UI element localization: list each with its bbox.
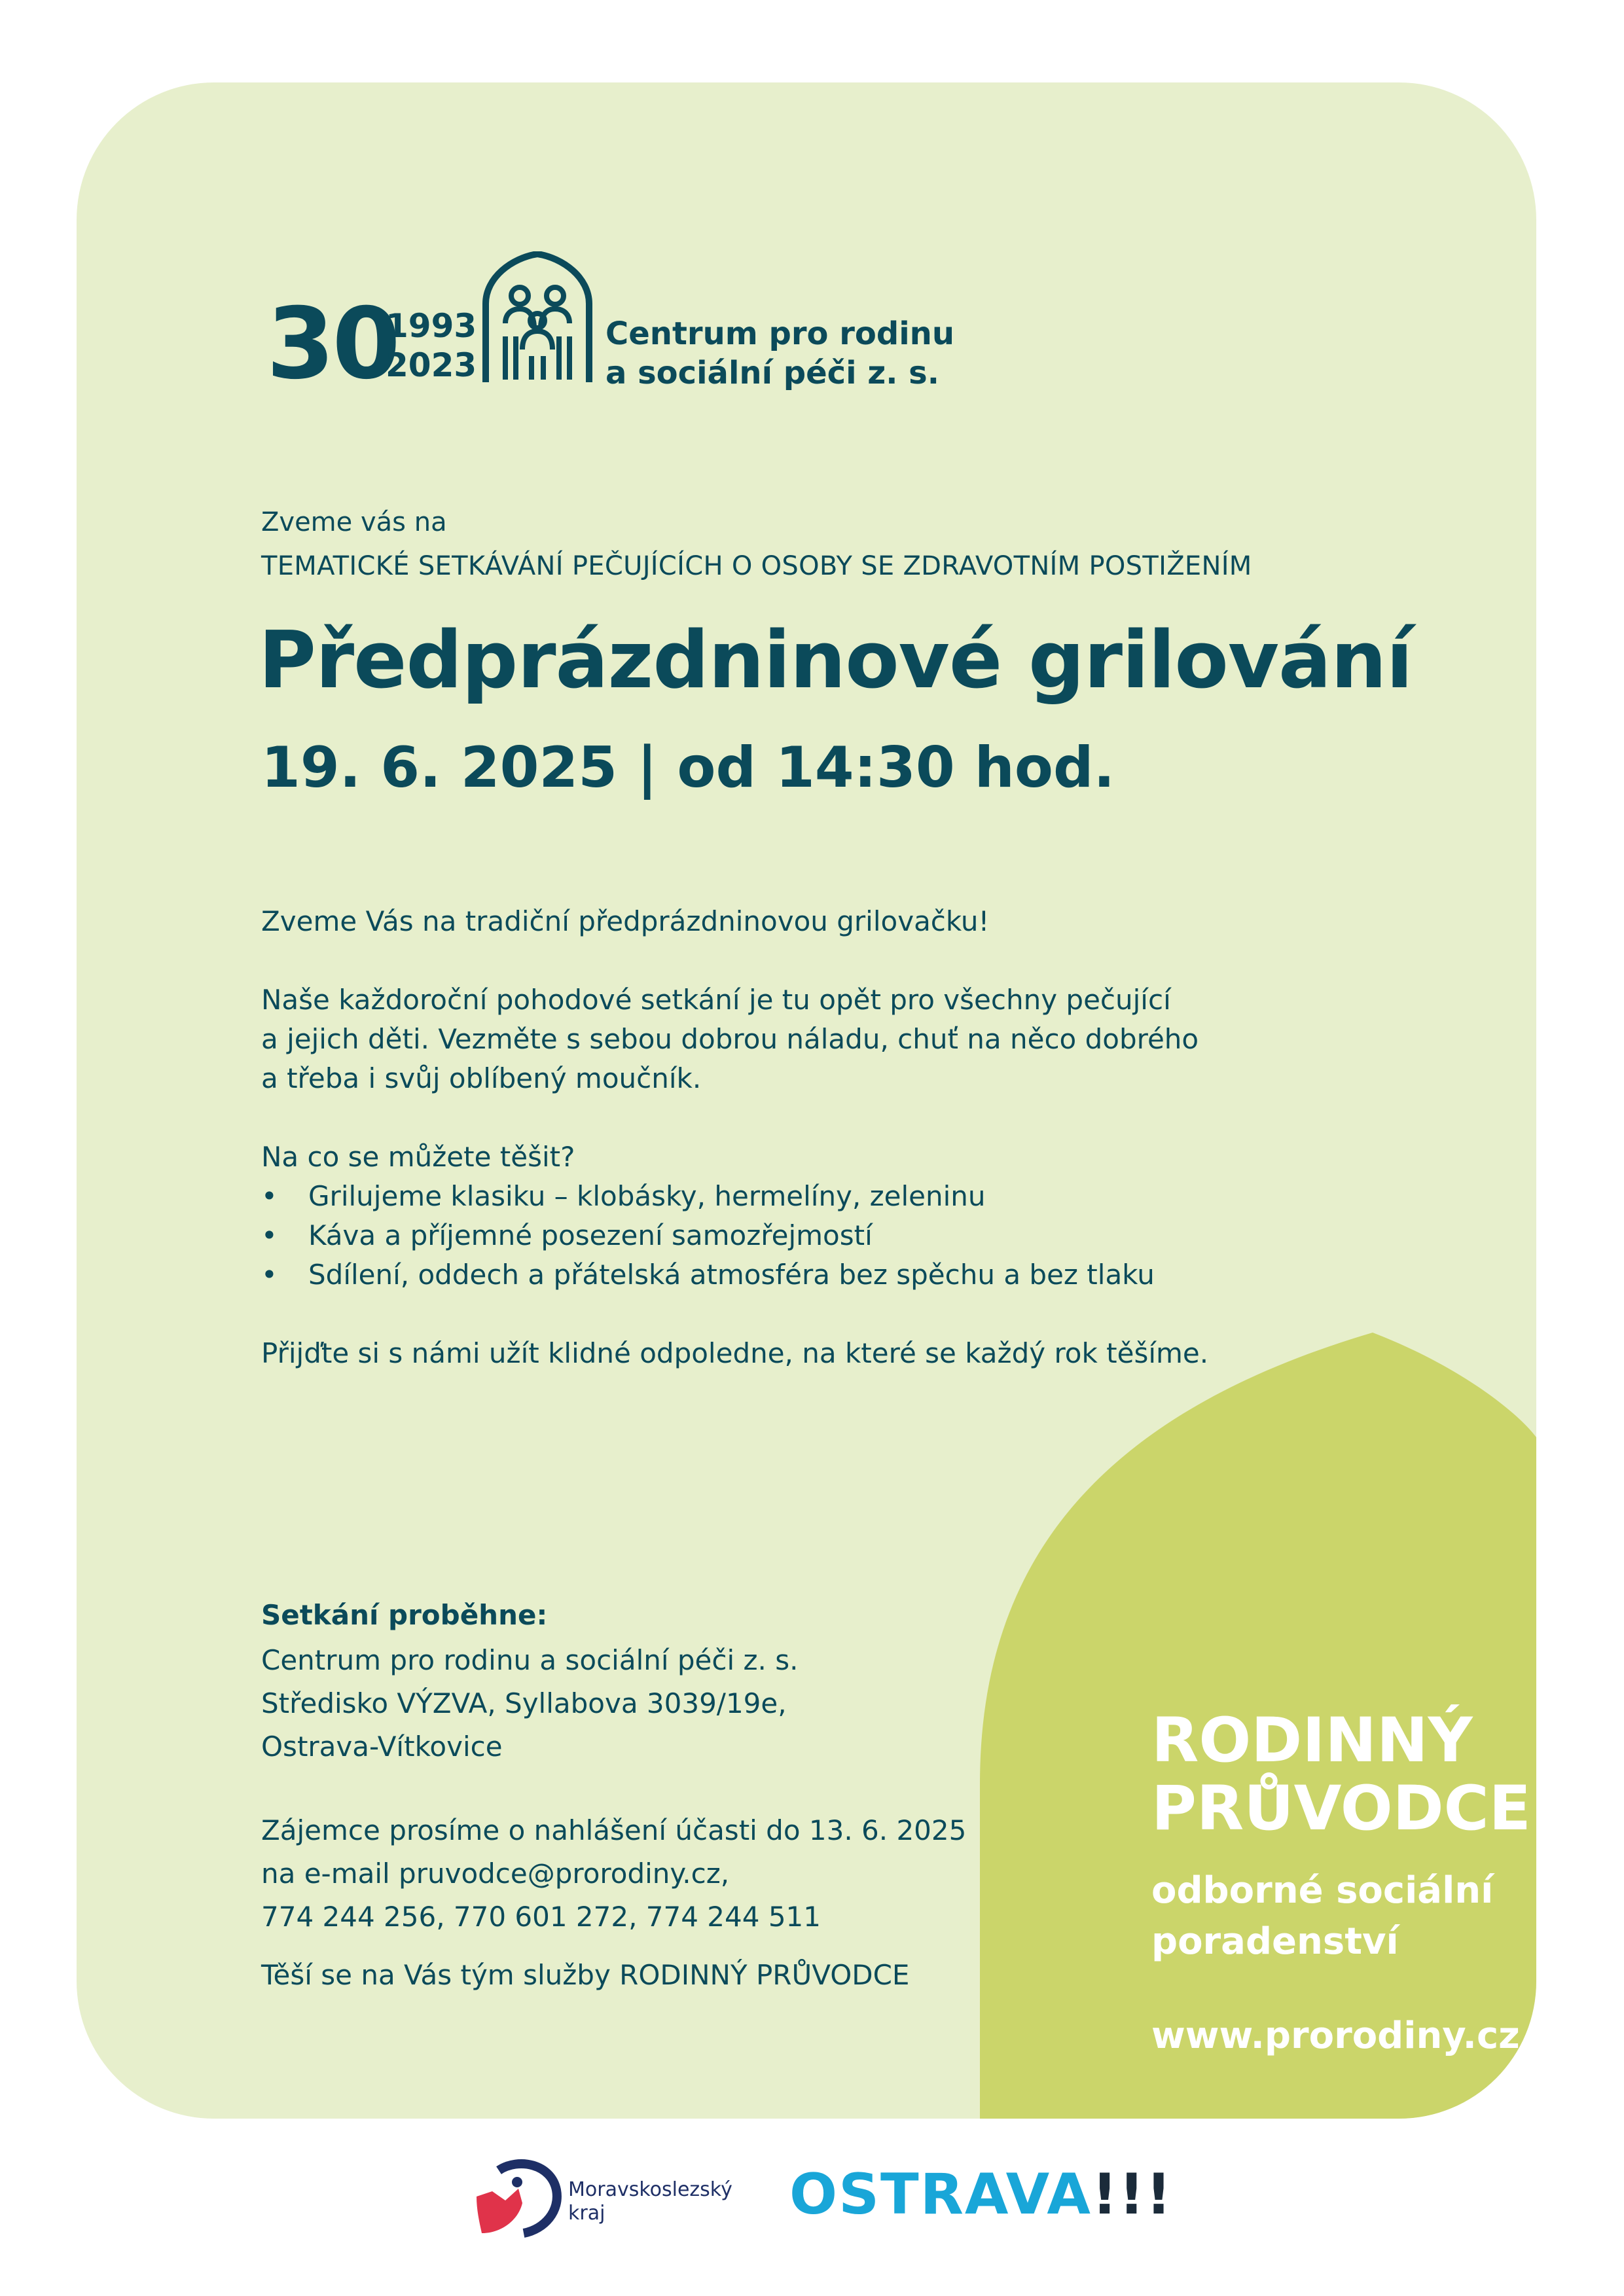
signoff-text: Těší se na Vás tým služby RODINNÝ PRŮVODCE: [261, 1959, 910, 1991]
bullet-text: Grilujeme klasiku – klobásky, hermelíny, zeleninu: [308, 1180, 986, 1212]
lead-text: Zveme Vás na tradiční předprázdninovou grilovačku!: [261, 905, 990, 937]
service-title: [1151, 1707, 1531, 1843]
bullet-text: Sdílení, oddech a přátelská atmosféra bez spěchu a bez tlaku: [308, 1259, 1155, 1291]
invite-intro: Zveme vás na: [261, 507, 447, 537]
venue-line: Ostrava-Vítkovice: [261, 1731, 503, 1763]
venue-heading: Setkání proběhne:: [261, 1599, 548, 1631]
service-title-line2: PRŮVODCE: [1151, 1773, 1531, 1844]
event-title: Předprázdninové grilování: [259, 615, 1413, 706]
invite-theme: TEMATICKÉ SETKÁVÁNÍ PEČUJÍCÍCH O OSOBY SE ZDRAVOTNÍM POSTIŽENÍM: [261, 551, 1252, 581]
service-subtitle-line2: poradenství: [1151, 1920, 1399, 1963]
body-paragraph: [261, 980, 1199, 1098]
organization-name-line1: Centrum pro rodinu: [605, 315, 954, 352]
bullet-marker: •: [261, 1180, 278, 1212]
service-title-line1: RODINNÝ: [1151, 1705, 1473, 1776]
closing-text: Přijďte si s námi užít klidné odpoledne, na které se každý rok těšíme.: [261, 1337, 1209, 1369]
registration-info: [261, 1809, 966, 1939]
year-end: 2023: [386, 346, 477, 384]
ostrava-word: OSTRAVA: [789, 2162, 1092, 2227]
list-heading: Na co se můžete těšit?: [261, 1141, 575, 1173]
service-subtitle-line1: odborné sociální: [1151, 1869, 1494, 1912]
msk-line2: kraj: [568, 2202, 605, 2225]
organization-name: [605, 314, 954, 393]
event-datetime: 19. 6. 2025 | od 14:30 hod.: [261, 735, 1115, 800]
poster-card: [77, 82, 1536, 2119]
paragraph-line: a třeba i svůj oblíbený moučník.: [261, 1062, 702, 1094]
service-subtitle: [1151, 1865, 1493, 1967]
website-link[interactable]: www.prorodiny.cz: [1151, 2015, 1520, 2057]
bullet-marker: •: [261, 1219, 278, 1251]
moravskoslezsky-kraj-logo-text: [568, 2178, 732, 2225]
paragraph-line: Naše každoroční pohodové setkání je tu opět pro všechny pečující: [261, 984, 1171, 1016]
registration-line: Zájemce prosíme o nahlášení účasti do 13. 6. 2025: [261, 1814, 967, 1846]
venue-address: [261, 1639, 798, 1768]
registration-email-line: na e-mail pruvodce@prorodiny.cz,: [261, 1857, 730, 1890]
year-start: 1993: [386, 307, 477, 345]
bullet-text: Káva a příjemné posezení samozřejmostí: [308, 1219, 873, 1251]
anniversary-number: 30: [266, 287, 398, 401]
bullet-marker: •: [261, 1259, 278, 1291]
registration-phones-line: 774 244 256, 770 601 272, 774 244 511: [261, 1901, 821, 1933]
moravskoslezsky-kraj-emblem-icon: [473, 2157, 562, 2238]
ostrava-exclamations: !!!: [1091, 2162, 1173, 2227]
paragraph-line: a jejich děti. Vezměte s sebou dobrou náladu, chuť na něco dobrého: [261, 1023, 1199, 1055]
family-arch-logo-icon: [479, 251, 596, 385]
organization-name-line2: a sociální péči z. s.: [605, 355, 939, 391]
ostrava-logo: [789, 2162, 1173, 2227]
anniversary-years: [386, 306, 477, 385]
venue-line: Středisko VÝZVA, Syllabova 3039/19e,: [261, 1687, 787, 1719]
msk-line1: Moravskoslezský: [568, 2178, 732, 2201]
venue-line: Centrum pro rodinu a sociální péči z. s.: [261, 1644, 799, 1676]
